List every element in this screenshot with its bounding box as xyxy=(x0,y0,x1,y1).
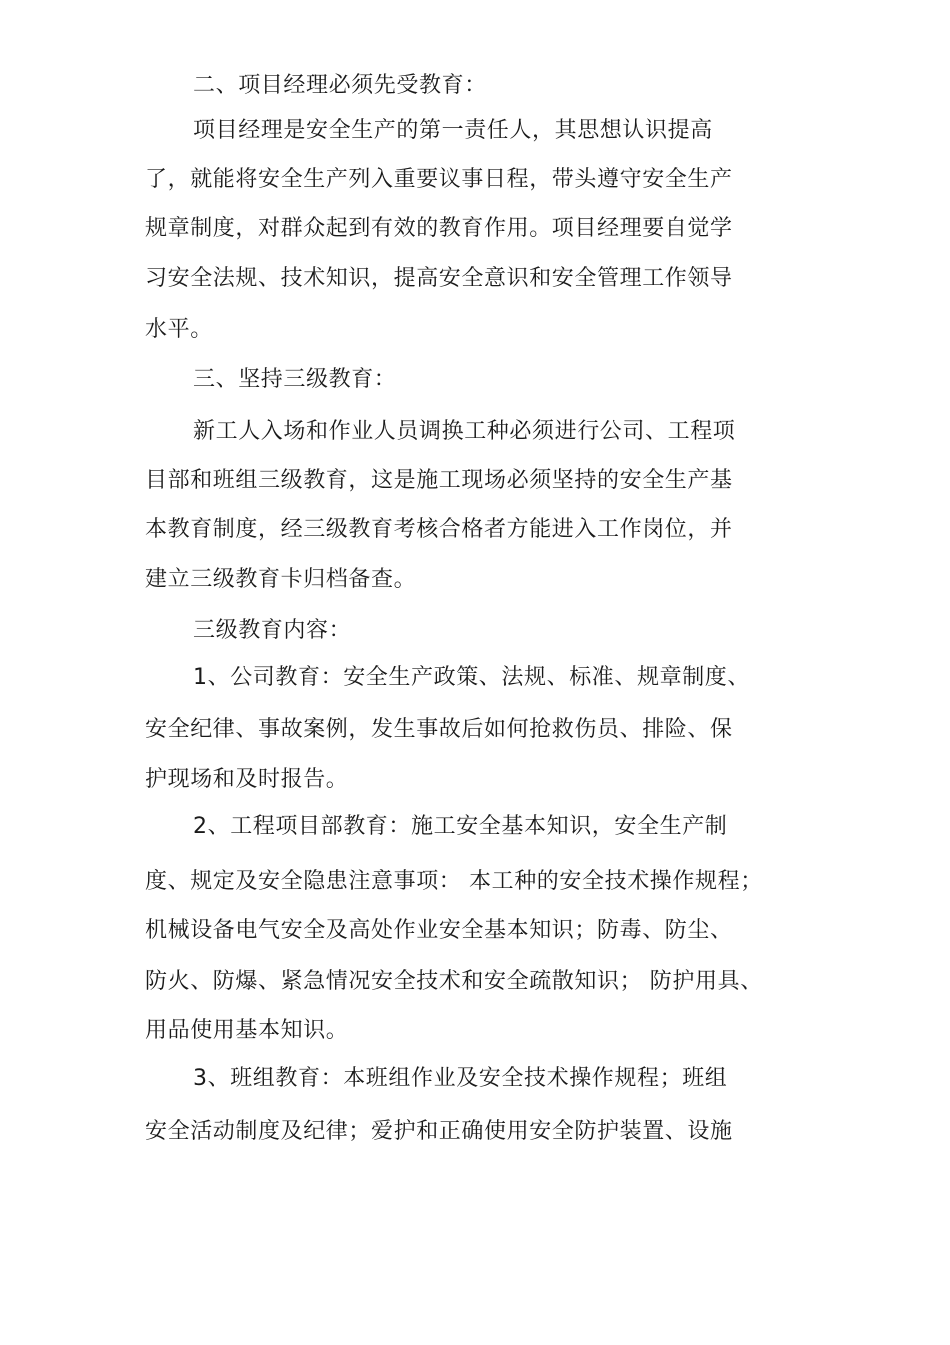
paragraph-line: 防火、防爆、紧急情况安全技术和安全疏散知识； 防护用具、 xyxy=(145,969,763,994)
list-item-2: 2、工程项目部教育：施工安全基本知识，安全生产制 xyxy=(193,814,728,839)
subsection-heading: 三级教育内容： xyxy=(193,618,352,643)
paragraph-line: 新工人入场和作业人员调换工种必须进行公司、工程项 xyxy=(193,419,736,444)
list-item-1: 1、公司教育：安全生产政策、法规、标准、规章制度、 xyxy=(193,665,750,690)
paragraph-line: 习安全法规、技术知识，提高安全意识和安全管理工作领导 xyxy=(145,266,733,291)
paragraph-line: 度、规定及安全隐患注意事项： 本工种的安全技术操作规程； xyxy=(145,869,763,894)
paragraph-line: 本教育制度，经三级教育考核合格者方能进入工作岗位，并 xyxy=(145,517,733,542)
paragraph-line: 安全活动制度及纪律；爱护和正确使用安全防护装置、设施 xyxy=(145,1119,733,1144)
paragraph-line: 水平。 xyxy=(145,317,213,342)
paragraph-line: 了，就能将安全生产列入重要议事日程，带头遵守安全生产 xyxy=(145,167,733,192)
paragraph-line: 目部和班组三级教育，这是施工现场必须坚持的安全生产基 xyxy=(145,468,733,493)
paragraph-line: 建立三级教育卡归档备查。 xyxy=(145,567,417,592)
section-heading-3: 三、坚持三级教育： xyxy=(193,367,397,392)
section-heading-2: 二、项目经理必须先受教育： xyxy=(193,73,487,98)
paragraph-line: 机械设备电气安全及高处作业安全基本知识；防毒、防尘、 xyxy=(145,918,733,943)
paragraph-line: 规章制度，对群众起到有效的教育作用。项目经理要自觉学 xyxy=(145,216,733,241)
paragraph-line: 项目经理是安全生产的第一责任人，其思想认识提高 xyxy=(193,118,713,143)
list-item-3: 3、班组教育：本班组作业及安全技术操作规程；班组 xyxy=(193,1066,728,1091)
paragraph-line: 护现场和及时报告。 xyxy=(145,767,349,792)
paragraph-line: 用品使用基本知识。 xyxy=(145,1018,349,1043)
paragraph-line: 安全纪律、事故案例，发生事故后如何抢救伤员、排险、保 xyxy=(145,717,733,742)
